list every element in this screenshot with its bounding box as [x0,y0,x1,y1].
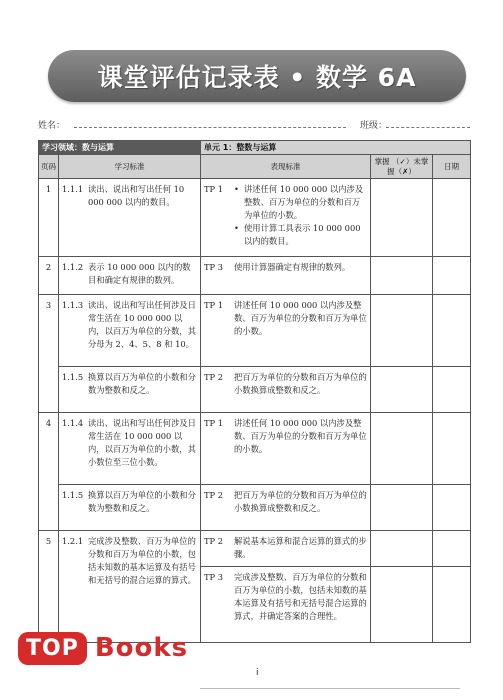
date-cell[interactable] [433,531,471,567]
table-row [39,367,471,413]
mastery-cell[interactable] [371,531,433,567]
performance-code: TP 2 [204,536,224,546]
performance-code: TP 3 [204,572,224,582]
performance-text: 解说基本运算和混合运算的算式的步骤。 [234,536,367,559]
logo-top-text: TOP [18,632,87,665]
page-number-cell: 5 [39,531,59,643]
table-row [39,295,471,367]
standard-text: 换算以百万为单位的小数和分数为整数和反之。 [88,372,196,395]
class-label: 班级： [360,121,388,131]
header-page: 页码 [39,155,59,179]
date-cell[interactable] [433,257,471,295]
date-cell[interactable] [433,485,471,531]
performance-code: TP 1 [204,418,224,428]
date-cell[interactable] [433,567,471,643]
performance-text: 讲述任何 10 000 000 以内涉及整数、百万为单位的分数和百万为单位的小数。 [234,418,367,454]
name-field[interactable] [74,127,346,128]
logo-books-text: Books [94,633,189,663]
standard-text: 表示 10 000 000 以内的数目和确定有规律的数列。 [88,262,191,285]
standard-code: 1.1.3 [62,300,84,310]
table-row [39,485,471,531]
performance-code: TP 2 [204,372,224,382]
mastery-cell[interactable] [371,567,433,643]
standard-cell [59,485,201,531]
name-class-row [38,116,470,132]
performance-code: TP 2 [204,490,224,500]
table-row [39,179,471,257]
performance-cell [201,179,371,257]
mastery-cell[interactable] [371,413,433,485]
table-row [39,257,471,295]
standard-cell [59,257,201,295]
performance-cell [201,485,371,531]
performance-cell [201,295,371,367]
unit-title: 单元 1：整数与运算 [201,141,471,155]
performance-cell [201,567,371,643]
performance-code: TP 1 [204,300,224,310]
standard-cell [59,179,201,257]
performance-cell [201,367,371,413]
header-date: 日期 [433,155,471,179]
standard-code: 1.1.4 [62,418,84,428]
performance-code: TP 1 [204,184,224,194]
performance-cell [201,257,371,295]
page-number-cell: 4 [39,413,59,531]
mastery-cell[interactable] [371,485,433,531]
performance-code: TP 3 [204,262,224,272]
standard-code: 1.1.1 [62,184,84,194]
performance-text: 把百万为单位的分数和百万为单位的小数换算成整数和反之。 [234,372,367,395]
name-label: 姓名： [38,121,66,131]
date-cell[interactable] [433,367,471,413]
performance-cell [201,413,371,485]
standard-cell [59,413,201,485]
page-title: 课堂评估记录表 • 数学 6A [97,63,417,92]
domain-row [39,141,471,155]
bullet-icon: • [234,184,239,194]
header-row [39,155,471,179]
performance-text: 把百万为单位的分数和百万为单位的小数换算成整数和反之。 [234,490,367,513]
page-number: i [256,668,259,678]
performance-bullet: 讲述任何 10 000 000 以内涉及整数、百万为单位的分数和百万为单位的小数。 [244,184,364,220]
standard-cell [59,295,201,367]
standard-text: 完成涉及整数、百万为单位的分数和百万为单位的小数，包括未知数的基本运算及有括号和无括号的混合运算的算式。 [88,536,196,585]
mastery-cell[interactable] [371,179,433,257]
title-banner [48,50,466,102]
date-cell[interactable] [433,413,471,485]
standard-code: 1.1.5 [62,372,84,382]
performance-text: 使用计算器确定有规律的数列。 [234,262,351,272]
header-standard: 学习标准 [59,155,201,179]
standard-code: 1.1.5 [62,490,84,500]
page-number-cell: 3 [39,295,59,413]
mastery-cell[interactable] [371,367,433,413]
standard-text: 换算以百万为单位的小数和分数为整数和反之。 [88,490,196,513]
topbooks-logo [18,624,188,672]
date-cell[interactable] [433,295,471,367]
table-row [39,413,471,485]
footer-divider [200,688,460,689]
learning-domain: 学习领域：数与运算 [39,141,201,155]
page-number-cell: 2 [39,257,59,295]
header-mastery: 掌握 （✓）未掌握（✗） [371,155,433,179]
table-row [39,531,471,567]
standard-cell [59,367,201,413]
standard-text: 读出、说出和写出任何 10 000 000 以内的数目。 [88,184,185,207]
mastery-cell[interactable] [371,257,433,295]
mastery-cell[interactable] [371,295,433,367]
performance-bullet: 使用计算工具表示 10 000 000 以内的数目。 [244,223,361,246]
class-field[interactable] [386,127,470,128]
standard-code: 1.1.2 [62,262,84,272]
performance-cell [201,531,371,567]
performance-text: 讲述任何 10 000 000 以内涉及整数、百万为单位的分数和百万为单位的小数。 [234,300,367,336]
header-performance: 表现标准 [201,155,371,179]
date-cell[interactable] [433,179,471,257]
bullet-icon: • [234,223,239,233]
assessment-table [38,140,471,643]
standard-text: 读出、说出和写出任何涉及日常生活在 10 000 000 以内，以百万为单位的分数，其分母为 2、4、5、8 和 10。 [88,300,196,349]
standard-text: 读出、说出和写出任何涉及日常生活在 10 000 000 以内，以百万为单位的小数，其小数位至三位小数。 [88,418,196,467]
performance-text: 完成涉及整数、百万为单位的分数和百万为单位的小数，包括未知数的基本运算及有括号和无括号混合运算的算式，并确定答案的合理性。 [234,572,367,621]
standard-code: 1.2.1 [62,536,84,546]
page-number-cell: 1 [39,179,59,257]
